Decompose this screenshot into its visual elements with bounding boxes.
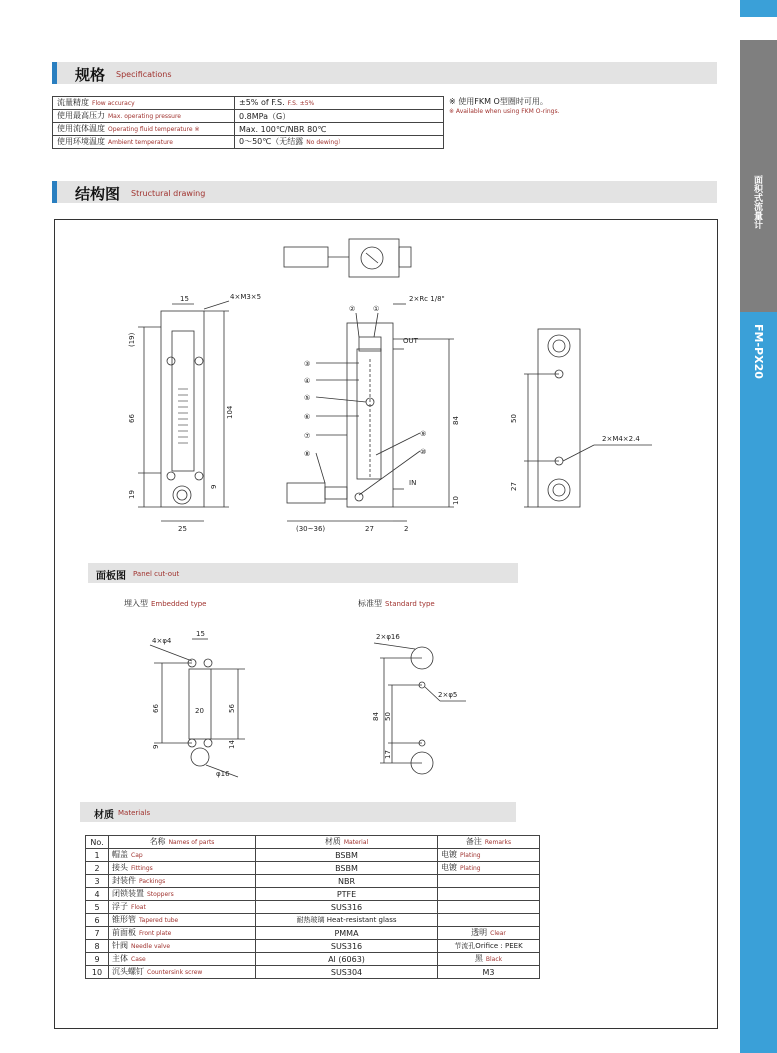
svg-text:(30~36): (30~36)	[296, 525, 326, 533]
svg-text:84: 84	[452, 416, 460, 425]
spec-title-en: Specifications	[116, 70, 172, 79]
table-row: 5 浮子 Float SUS316	[86, 901, 540, 914]
table-row: 8 针阀 Needle valve SUS316 节流孔Orifice : PEEK	[86, 940, 540, 953]
svg-text:φ16: φ16	[216, 770, 230, 778]
svg-text:2×Rc 1/8": 2×Rc 1/8"	[409, 295, 445, 303]
svg-text:②: ②	[349, 305, 356, 313]
svg-text:⑤: ⑤	[304, 394, 311, 402]
svg-text:104: 104	[226, 405, 234, 419]
svg-text:27: 27	[510, 482, 518, 491]
spec-table	[52, 96, 444, 149]
spec-row: 使用环境温度 Ambient temperature 0～50℃（无结露 No dewing）	[53, 136, 444, 149]
svg-text:2×φ16: 2×φ16	[376, 633, 400, 641]
materials-table	[85, 835, 540, 979]
svg-text:⑦: ⑦	[304, 432, 311, 440]
svg-text:50: 50	[510, 414, 518, 423]
struct-title-en: Structural drawing	[131, 189, 206, 198]
panel-title: 面板图	[96, 571, 126, 582]
side-tab-model[interactable]	[740, 312, 777, 1053]
materials-header-row: No. 名称 Names of parts 材质 Material 备注 Remarks	[86, 836, 540, 849]
table-row: 3 封装件 Packings NBR	[86, 875, 540, 888]
svg-text:9: 9	[210, 484, 218, 489]
svg-text:66: 66	[152, 704, 160, 713]
svg-text:10: 10	[452, 496, 460, 505]
table-row: 2 接头 Fittings BSBM 电镀 Plating	[86, 862, 540, 875]
panel-title-en: Panel cut-out	[133, 570, 180, 578]
svg-text:15: 15	[180, 295, 189, 303]
svg-text:25: 25	[178, 525, 187, 533]
svg-text:14: 14	[228, 740, 236, 749]
embedded-type-label: 埋入型 Embedded type	[124, 599, 207, 608]
svg-text:20: 20	[195, 707, 204, 715]
struct-title: 结构图	[75, 185, 121, 203]
svg-text:4×M3×5: 4×M3×5	[230, 293, 262, 301]
side-tab-top	[740, 0, 777, 17]
structural-drawing	[54, 219, 716, 549]
table-row: 10 沉头螺钉 Countersink screw SUS304 M3	[86, 966, 540, 979]
spec-row: 使用流体温度 Operating fluid temperature ※ Max. 100℃/NBR 80℃	[53, 123, 444, 136]
svg-text:19: 19	[128, 490, 136, 499]
table-row: 1 帽盖 Cap BSBM 电镀 Plating	[86, 849, 540, 862]
svg-text:(19): (19)	[128, 332, 136, 347]
svg-text:66: 66	[128, 414, 136, 423]
spec-note: ※ 使用FKM O型圈时可用。 ※ Available when using FKM O-rings.	[449, 97, 560, 115]
svg-text:50: 50	[384, 712, 392, 721]
svg-text:15: 15	[196, 630, 205, 638]
panel-cutout-drawing	[140, 625, 470, 785]
side-tab-category[interactable]	[740, 40, 777, 312]
svg-text:2×M4×2.4: 2×M4×2.4	[602, 435, 640, 443]
spec-row: 流量精度 Flow accuracy ±5% of F.S. F.S. ±5%	[53, 97, 444, 110]
svg-text:56: 56	[228, 704, 236, 713]
svg-text:2: 2	[404, 525, 409, 533]
materials-title-en: Materials	[118, 809, 151, 817]
table-row: 7 前面板 Front plate PMMA 透明 Clear	[86, 927, 540, 940]
materials-title: 材质	[94, 810, 114, 821]
svg-text:9: 9	[152, 744, 160, 749]
svg-text:④: ④	[304, 377, 311, 385]
table-row: 6 锥形管 Tapered tube 耐热玻璃 Heat-resistant glass	[86, 914, 540, 927]
svg-text:⑨: ⑨	[420, 430, 427, 438]
svg-text:③: ③	[304, 360, 311, 368]
spec-row: 使用最高压力 Max. operating pressure 0.8MPa（G）	[53, 110, 444, 123]
svg-text:OUT: OUT	[403, 337, 418, 345]
svg-text:⑧: ⑧	[304, 450, 311, 458]
svg-text:①: ①	[373, 305, 380, 313]
svg-text:⑥: ⑥	[304, 413, 311, 421]
table-row: 9 主体 Case Al (6063) 黑 Black	[86, 953, 540, 966]
side-category-label: 面积式流量计	[752, 175, 762, 229]
svg-text:84: 84	[372, 712, 380, 721]
svg-text:IN: IN	[409, 479, 417, 487]
svg-text:4×φ4: 4×φ4	[152, 637, 172, 645]
side-model-label: FM-PX20	[752, 324, 765, 379]
svg-text:⑩: ⑩	[420, 448, 427, 456]
svg-text:17: 17	[384, 750, 392, 759]
svg-text:27: 27	[365, 525, 374, 533]
svg-text:2×φ5: 2×φ5	[438, 691, 458, 699]
spec-title: 规格	[75, 66, 106, 84]
table-row: 4 闭锁装置 Stoppers PTFE	[86, 888, 540, 901]
standard-type-label: 标准型 Standard type	[358, 599, 435, 608]
